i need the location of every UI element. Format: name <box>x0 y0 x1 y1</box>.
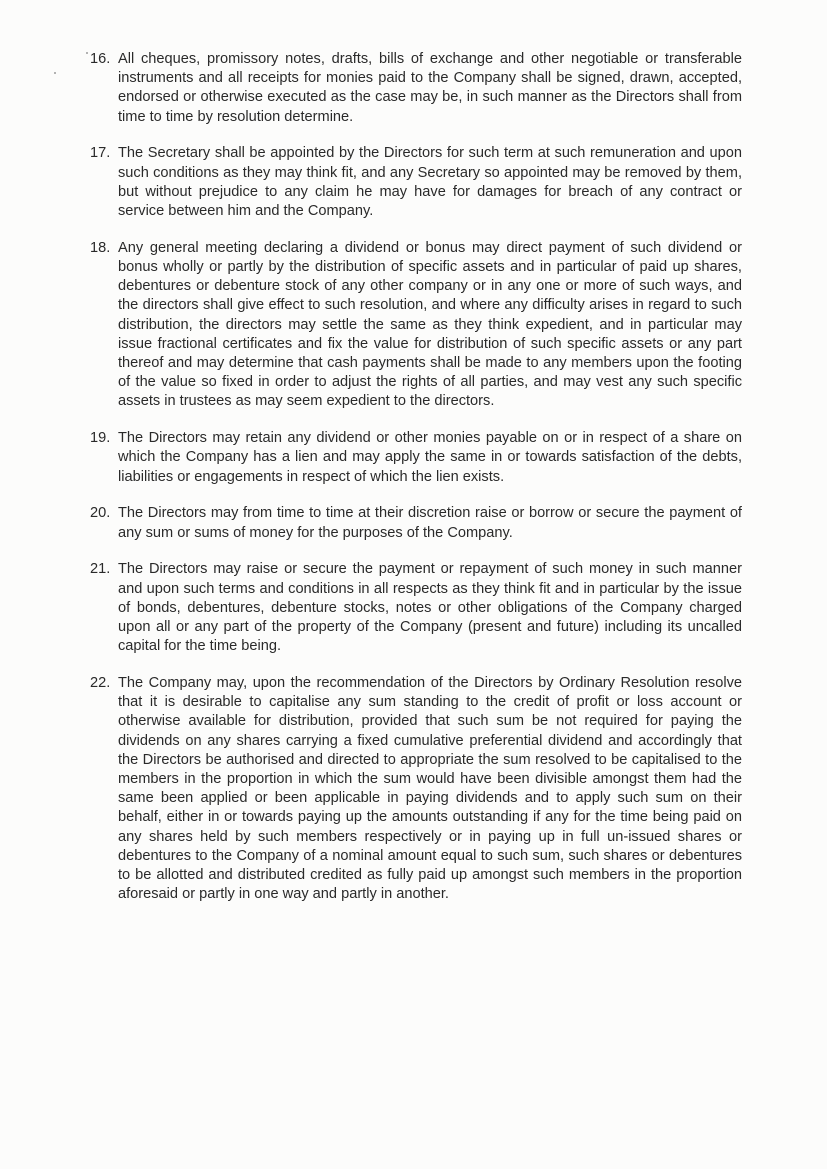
clause-number: 22. <box>90 675 111 692</box>
clause-16 <box>90 50 742 127</box>
clause-text: The Directors may from time to time at their discretion raise or borrow or secure the payment of any sum or sums of money for the purposes of the Company. <box>118 505 742 541</box>
clause-text: The Directors may retain any dividend or other monies payable on or in respect of a share on which the Company has a lien and may apply the same in or towards satisfaction of the debts, liabilities or engagements in respect of which the lien exists. <box>118 430 742 485</box>
clause-number: 17. <box>90 145 111 162</box>
clause-20 <box>90 504 742 542</box>
clause-number: 20. <box>90 505 111 522</box>
scan-speck <box>54 72 56 74</box>
clause-text: Any general meeting declaring a dividend or bonus may direct payment of such dividend or bonus wholly or partly by the distribution of specific assets and in particular of paid up shares, debentures or debenture stock of any other company or in any one or more of such ways, and the directors shall give effect to such resolution, and where any difficulty arises in regard to such distribution, the directors may settle the same as they think expedient, and in particular may issue fractional certificates and fix the value for distribution of such specific assets or any part thereof and may determine that cash payments shall be made to any members upon the footing of the value so fixed in order to adjust the rights of all parties, and may vest any such specific assets in trustees as may seem expedient to the directors. <box>118 239 742 410</box>
clause-number: 21. <box>90 561 111 578</box>
clause-19 <box>90 429 742 487</box>
clause-22 <box>90 674 742 904</box>
clause-17 <box>90 144 742 221</box>
scan-speck <box>86 52 88 54</box>
clause-text: The Secretary shall be appointed by the Directors for such term at such remuneration and upon such conditions as they may think fit, and any Secretary so appointed may be removed by them, but without prejudice to any claim he may have for damages for breach of any contract or service between him and the Company. <box>118 145 742 220</box>
clause-number: 18. <box>90 239 111 256</box>
clause-text: All cheques, promissory notes, drafts, bills of exchange and other negotiable or transferable instruments and all receipts for monies paid to the Company shall be signed, drawn, accepted, endorsed or otherwise executed as the case may be, in such manner as the Directors shall from time to time by resolution determine. <box>118 51 742 125</box>
clause-18 <box>90 239 742 412</box>
clause-number: 19. <box>90 430 111 447</box>
clause-list <box>90 50 742 922</box>
clause-number: 16. <box>90 51 111 67</box>
clause-text: The Directors may raise or secure the payment or repayment of such money in such manner and upon such terms and conditions in all respects as they think fit and in particular by the issue of bonds, debentures, debenture stocks, notes or other obligations of the Company charged upon all or any part of the property of the Company (present and future) including its uncalled capital for the time being. <box>118 561 742 655</box>
clause-21 <box>90 560 742 656</box>
clause-text: The Company may, upon the recommendation of the Directors by Ordinary Resolution resolve that it is desirable to capitalise any sum standing to the credit of profit or loss account or otherwise available for distribution, provided that such sum be not required for paying the dividends on any shares carrying a fixed cumulative preferential dividend and accordingly that the Directors be authorised and directed to appropriate the sum resolved to be capitalised to the members in the proportion in which the sum would have been divisible amongst them had the same been applied or been applicable in paying dividends and to apply such sum on their behalf, either in or towards paying up the amounts outstanding if any for the time being paid on any shares held by such members respectively or in paying up in full un-issued shares or debentures to the Company of a nominal amount equal to such sum, such shares or debentures to be allotted and distributed credited as fully paid up amongst such members in the proportion aforesaid or partly in one way and partly in another. <box>118 675 742 903</box>
